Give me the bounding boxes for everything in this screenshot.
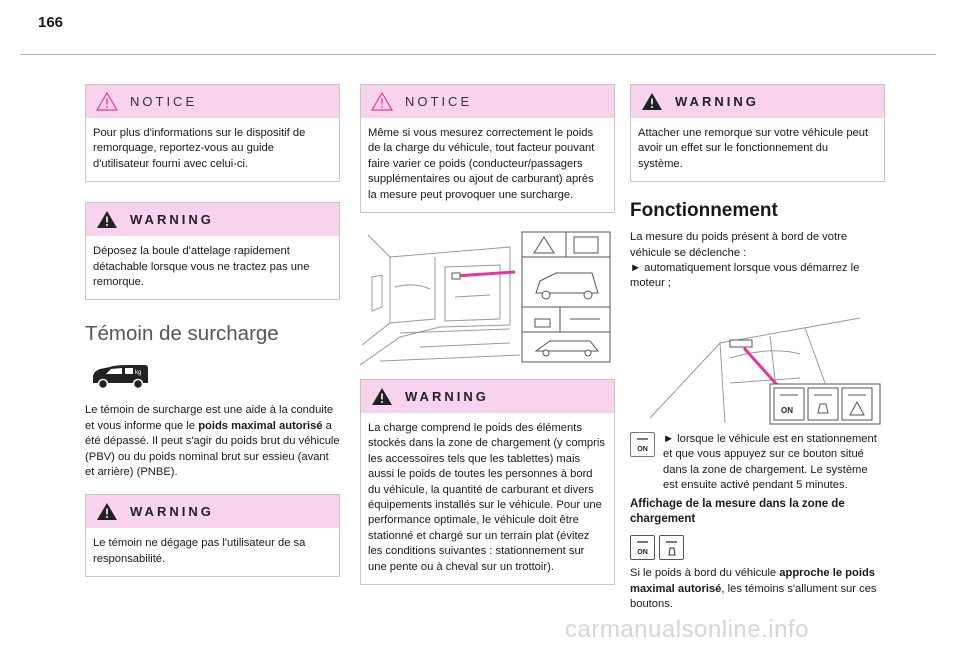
warning-title: WARNING [405,389,489,405]
label-sticker [522,232,610,362]
load-button-illustration [630,298,885,426]
notice-title: NOTICE [130,94,198,109]
on-button-icon[interactable] [630,432,655,457]
warning-box [630,84,885,182]
final-text: Si le poids à bord du véhicule [630,567,780,580]
warning-triangle-icon [641,92,663,111]
notice-box [360,84,615,213]
bullet-button-row [630,432,885,494]
final-text-end: , les témoins s'allument sur ces boutons. [630,582,877,611]
warning-title: WARNING [130,212,214,228]
cargo-area-illustration [360,227,615,369]
warning-title: WARNING [675,94,759,109]
on-button-label: ON [637,445,648,453]
notice-header [86,85,339,118]
intro-text-end: a été dépassé. Il peut s'agir du poids brut du véhicule (PBV) ou du poids nominal brut sur essieu (avant et arrière) (PNBE). [85,419,340,479]
section-title: Témoin de surcharge [85,322,279,346]
svg-text:kg: kg [135,370,142,377]
top-rule [20,54,936,55]
column-1 [85,84,340,591]
on-button-lit-label: ON [637,549,648,557]
notice-header [361,85,614,118]
warning-triangle-icon [371,387,393,406]
notice-triangle-icon [96,92,118,111]
notice-title: NOTICE [405,94,473,109]
warning-box [360,379,615,585]
warning-box [85,494,340,577]
warning-header [631,85,884,118]
warning-box [85,202,340,300]
on-label: ON [781,405,793,415]
column-2 [360,84,615,599]
notice-text: Même si vous mesurez correctement le poids de la charge du véhicule, tout facteur pouvant faire varier ce poids (conducteur/passagers supplémentaires ou ajout de carburant) après la mesure peut provoquer une surcharge. [368,127,595,201]
warning-triangle-icon [96,210,118,229]
warning-title: WARNING [130,504,214,520]
warning-header [86,495,339,528]
page-number: 166 [38,14,64,31]
warning-text: La charge comprend le poids des éléments stockés dans la zone de chargement (y compris les accessoires tels que les tablettes) mais aussi le poids de toutes les personnes à bord du véhicule, la quantité de carburant et divers équipements installés sur le véhicule. Pour une performance optimale, le véhicule doit être stationné et chargé sur un terrain plat (évitez les conditions suivantes : stationnement sur une pente ou à cheval sur un trottoir). [368,422,605,573]
lit-buttons [630,535,885,560]
watermark: carmanualsonline.info [565,616,809,643]
heading: Fonctionnement [630,200,778,222]
column-3 [630,84,885,613]
final-bold: approche le poids maximal autorisé [630,567,875,595]
warning-text: Le témoin ne dégage pas l'utilisateur de sa responsabilité. [93,537,306,565]
warning-header [361,380,614,413]
intro-paragraph [85,403,340,480]
warning-header [86,203,339,236]
intro-paragraph: La mesure du poids présent à bord de votre véhicule se déclenche : [630,231,848,259]
warning-text: Attacher une remorque sur votre véhicule peut avoir un effet sur le fonctionnement du système. [638,127,869,170]
notice-box [85,84,340,182]
bullet-button: ► lorsque le véhicule est en stationnement et que vous appuyez sur ce bouton situé dans la zone de chargement. Le système est ensuite activé pendant 5 minutes. [663,432,877,492]
warning-triangle-icon [96,502,118,521]
subheading: Affichage de la mesure dans la zone de chargement [630,498,845,526]
weight-button-lit-icon [659,535,684,560]
on-button-lit-icon [630,535,655,560]
van-icon [89,364,151,390]
intro-bold: poids maximal autorisé [198,419,323,432]
bullet-automatic: ► automatiquement lorsque vous démarrez le moteur ; [630,262,860,290]
notice-triangle-icon [371,92,393,111]
final-paragraph [630,566,885,612]
intro-text: Le témoin de surcharge est une aide à la conduite et vous informe que le [85,404,334,432]
warning-text: Déposez la boule d'attelage rapidement détachable lorsque vous ne tractez pas une remorque. [93,245,310,289]
notice-text: Pour plus d'informations sur le dispositif de remorquage, reportez-vous au guide d'utilisateur fourni avec celui-ci. [93,127,306,170]
